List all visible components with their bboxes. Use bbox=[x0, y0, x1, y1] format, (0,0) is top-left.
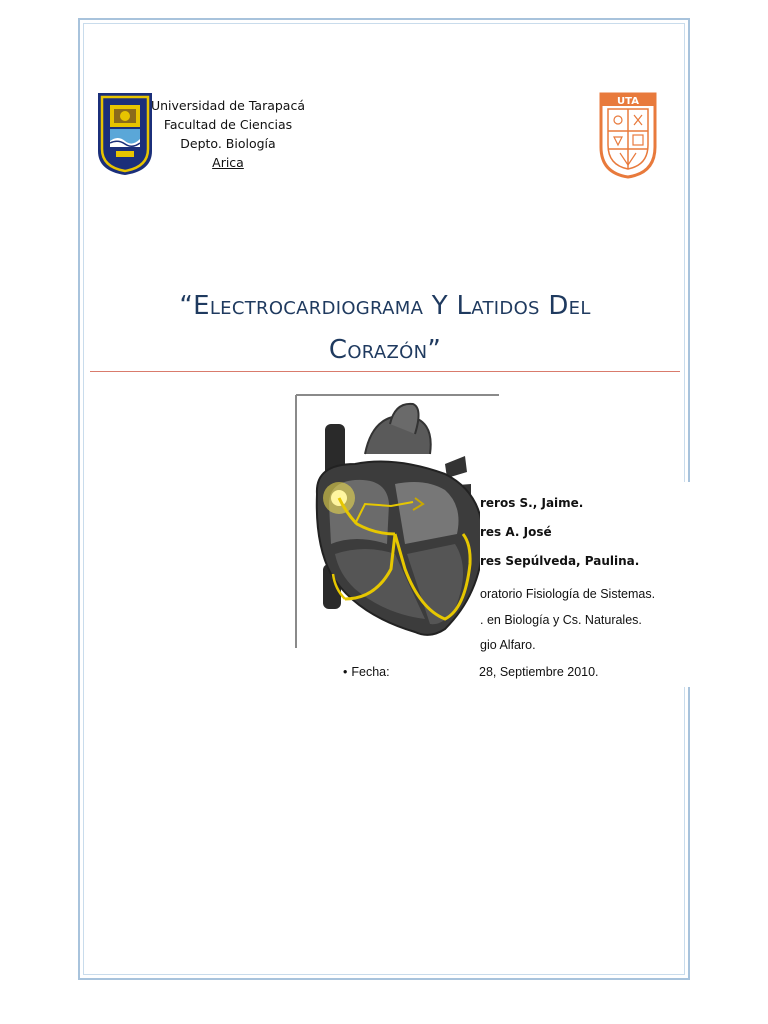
heart-conduction-illustration bbox=[295, 394, 499, 648]
author-1: reros S., Jaime. bbox=[480, 496, 584, 510]
date-value: 28, Septiembre 2010. bbox=[479, 665, 599, 679]
faculty-name: Facultad de Ciencias bbox=[163, 117, 293, 132]
date-label-row bbox=[343, 665, 390, 679]
bullet-icon: • bbox=[343, 665, 348, 679]
university-name: Universidad de Tarapacá bbox=[150, 98, 305, 113]
detail-program: . en Biología y Cs. Naturales. bbox=[480, 613, 642, 627]
author-2: res A. José bbox=[480, 525, 552, 539]
department-name: Depto. Biología bbox=[180, 136, 276, 151]
uta-seal-text: UTA bbox=[617, 96, 639, 107]
institution-header bbox=[140, 96, 316, 172]
author-3: res Sepúlveda, Paulina. bbox=[480, 554, 640, 568]
date-label: Fecha: bbox=[351, 665, 390, 679]
title-line-2: Corazón” bbox=[328, 335, 442, 365]
detail-course: oratorio Fisiología de Sistemas. bbox=[480, 587, 656, 601]
title-divider bbox=[90, 371, 680, 372]
author-info-panel bbox=[480, 482, 690, 687]
uta-seal-logo bbox=[598, 91, 658, 179]
title-line-1: “Electrocardiograma Y Latidos Del bbox=[179, 291, 591, 321]
detail-professor: gio Alfaro. bbox=[480, 638, 536, 652]
city-name: Arica bbox=[212, 155, 244, 170]
document-title bbox=[90, 284, 680, 372]
